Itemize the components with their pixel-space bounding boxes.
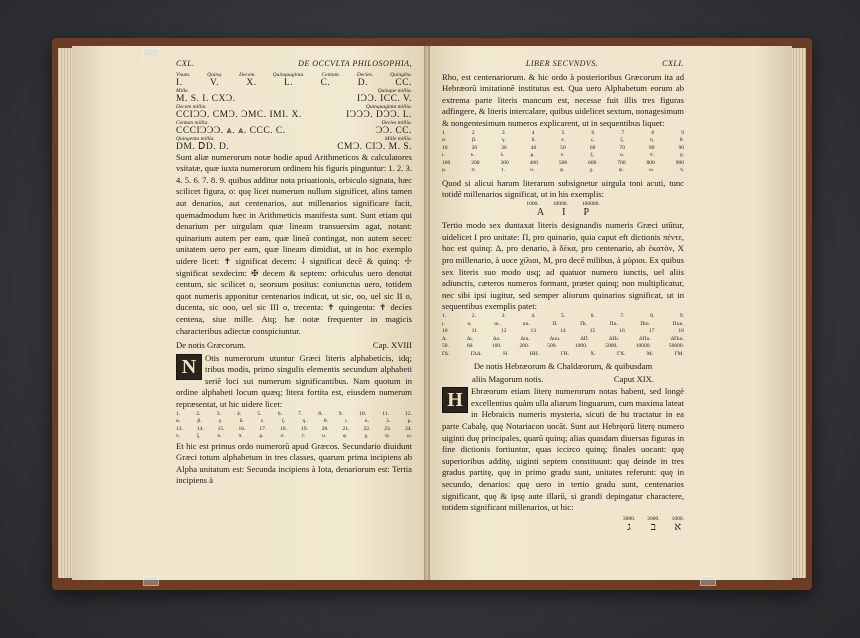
greek-numbers-row-1 <box>176 411 412 419</box>
table-letter: γ. <box>502 137 506 144</box>
greek-number: 6. <box>277 410 282 417</box>
roman-label: Decem. <box>239 71 256 78</box>
section-xix-title: De notis Hebræorum & Chaldæorum, & quibusdam <box>473 361 653 371</box>
table-letter: Πιι. <box>609 320 618 327</box>
table-number: 7. <box>620 313 625 319</box>
table-number: 1 <box>442 129 445 136</box>
table-letter: ϡ. <box>679 167 684 174</box>
roman-label: Quinquaginta. <box>272 71 305 78</box>
roman-label: Centum millia. <box>176 119 209 126</box>
greek-number: 18. <box>280 425 288 432</box>
table-letter: Διι. <box>492 335 501 342</box>
right-title: LIBER SECVNDVS. <box>525 59 599 68</box>
roman-value: D. <box>357 77 368 88</box>
table-letter: Μ. <box>646 350 654 357</box>
greek-letter: ψ. <box>385 433 391 440</box>
page-clip-top-left <box>143 48 159 58</box>
greek-letter: π. <box>238 433 243 440</box>
table-number: 30 <box>501 144 507 151</box>
table-letter: σ. <box>471 167 476 174</box>
table-number: 8 <box>651 129 655 136</box>
table-number: 800 <box>646 159 655 166</box>
greek-letter: ν. <box>176 433 180 440</box>
roman-label: Quinq. <box>207 71 223 78</box>
greek-letter: γ. <box>218 418 223 425</box>
table-number: 16 <box>619 328 625 334</box>
greek-number: 15. <box>217 425 225 432</box>
table-letter: δ. <box>531 137 536 144</box>
greek-table2-numbers-1 <box>442 313 684 321</box>
table-letter: μ. <box>530 152 535 159</box>
greek-table2-numbers-3 <box>442 343 684 351</box>
hebrew-example <box>623 516 635 534</box>
table-letter: Πιιιι. <box>672 320 684 327</box>
table-number: 80 <box>648 144 655 151</box>
table-letter: λ. <box>500 152 505 159</box>
left-para-3-text: Et hic est primus ordo numerorū apud Græcos. Secundario diuidunt Græci totum alphabetum in tres classes, quarum prima incipiens ab Alpha unitatum est: Secunda incipiens à Iota, denariorum est: Tertia incipiens à <box>176 440 412 486</box>
greek-table1-letters-3 <box>442 167 684 175</box>
greek-number: 23. <box>384 425 392 432</box>
greek-number: 2. <box>196 410 201 417</box>
example-number: 100000. <box>581 200 600 207</box>
table-number: 4. <box>531 313 536 319</box>
greek-letter: λ. <box>386 418 391 425</box>
roman-values-row-5 <box>176 143 412 152</box>
table-number: 100. <box>491 343 502 349</box>
left-title: DE OCCVLTA PHILOSOPHIA, <box>298 59 412 68</box>
right-folio: CXLI. <box>662 59 684 68</box>
greek-letter: ζ. <box>281 418 286 425</box>
greek-letter: θ. <box>323 418 328 425</box>
table-number: 3. <box>501 313 506 319</box>
greek-table2-letters-1 <box>442 321 684 329</box>
table-letter: ε. <box>561 137 566 144</box>
table-number: 9. <box>679 313 684 319</box>
table-number: 200. <box>519 343 530 349</box>
greek-table1-letters-2 <box>442 152 684 160</box>
table-letter: ΓΧ. <box>616 350 626 357</box>
roman-value: IƆƆƆ. DƆƆ. L. <box>346 109 412 120</box>
table-letter: θ. <box>679 137 684 144</box>
greek-letter: χ. <box>364 433 369 440</box>
example-letter: Ρ <box>583 207 590 219</box>
greek-letter: ω. <box>407 433 412 440</box>
roman-label: Quinquaginta millia. <box>365 103 412 110</box>
greek-number: 21. <box>342 425 350 432</box>
table-letter: υ. <box>530 167 535 174</box>
table-number: 100 <box>442 159 451 166</box>
greek-letter: φ. <box>343 433 348 440</box>
greek-letter: ε. <box>260 418 265 425</box>
table-number: 8. <box>650 313 655 319</box>
table-number: 500. <box>547 343 557 349</box>
table-number: 40 <box>530 144 537 151</box>
table-letter: ι. <box>442 152 445 159</box>
greek-letter: β. <box>197 418 202 425</box>
table-letter: τ. <box>501 167 505 174</box>
table-letter: η. <box>649 137 655 144</box>
table-number: 200 <box>471 159 480 166</box>
table-number: 50000. <box>668 343 684 349</box>
greek-letter: υ. <box>322 433 327 440</box>
table-letter: ξ. <box>590 152 595 159</box>
table-letter: Πιιι. <box>640 320 651 327</box>
table-number: 3 <box>501 129 505 136</box>
table-letter: ιιιι. <box>522 320 530 327</box>
table-letter: α. <box>442 137 447 144</box>
roman-label: Quingēta. <box>390 71 412 78</box>
table-number: 1. <box>442 313 447 319</box>
hebrew-letter: א <box>674 520 682 533</box>
table-number: 2 <box>471 129 475 136</box>
left-page <box>72 46 424 580</box>
table-number: 2. <box>471 313 476 319</box>
open-book <box>52 38 812 590</box>
table-number: 1000. <box>574 343 588 349</box>
table-letter: ΓΔ. <box>442 350 450 357</box>
greek-table2-numbers-2 <box>442 328 684 336</box>
roman-value: L. <box>284 77 294 88</box>
hebrew-letter: ג <box>627 520 631 533</box>
roman-value: C. <box>320 77 331 88</box>
table-number: 9 <box>681 129 684 136</box>
roman-label: Quinque millia. <box>377 87 412 94</box>
greek-letter: ξ. <box>196 433 201 440</box>
table-number: 700 <box>617 159 626 166</box>
greek-table1-letters-1 <box>442 137 684 145</box>
table-number: 400 <box>529 159 538 166</box>
hebrew-example <box>647 516 659 534</box>
table-letter: ΓΗ. <box>560 350 569 357</box>
table-letter: ρ. <box>442 167 447 174</box>
table-number: 50 <box>560 144 566 151</box>
table-letter: ΓΔΔ. <box>470 350 482 357</box>
greek-letter: ρ. <box>259 433 264 440</box>
right-para-3-text: Tertio modo sex duntaxat literis designandis numeris Græci utūtur, uidelicet I pro unitate: Π, pro quinario, quia caput eft dictionis πέντε, hoc est quinq: Δ, pro denario, à δέκα, pro centenario, ab ἑκατὸν, X pro millenario, à uoce χίλιοι, M, pro decē milibus, à μύριοι. Ex quibus sex literis suo modo usq; ad quatuor numero iunctis, uel aliis adiunctis, cæteros numeros formant, præter quinq; non multiplicatur, nec sibi ipsi iugitur, sed semper aliorum quinarios significat, ut in sequentibus exemplis patet: <box>442 220 684 312</box>
table-letter: Η. <box>503 350 509 357</box>
right-paragraph-1 <box>442 72 684 130</box>
table-number: 17 <box>648 328 655 334</box>
table-number: 5. <box>560 313 566 319</box>
greek-letter: α. <box>176 418 181 425</box>
roman-label: Quingenta millia. <box>176 135 215 142</box>
left-paragraph-2 <box>176 353 412 411</box>
table-letter: ΔΠιιι. <box>670 335 684 342</box>
roman-values-row-3 <box>176 111 412 120</box>
table-number: 10 <box>442 144 448 151</box>
roman-label: Mille millia. <box>384 135 412 142</box>
table-letter: β. <box>472 137 477 144</box>
greek-number: 7. <box>298 410 303 417</box>
right-page-content <box>442 58 684 533</box>
table-letter: Διιιι. <box>549 335 561 342</box>
greek-letter: σ. <box>280 433 285 440</box>
table-number: 15 <box>589 328 596 334</box>
right-page <box>430 46 792 580</box>
greek-number: 11. <box>382 410 389 417</box>
roman-value: IƆƆ. ICC. V. <box>356 93 412 104</box>
table-number: 4 <box>531 129 535 136</box>
right-para-4-text: Ebræorum etiam literę numerorum notas habent, sed longè excellentius quàm ulla aliarum linguarum, cum maxima lateat in Hebraicis numeris mysteria, sicuti de hu tractatur in ea parte Cabalę, quę Notariacon uocāt. Sunt aut Hebręorū literę numero uiginti duę principales, quarū quinq; alias quasdam diuersas figuras in fine dictionis fortiuntur, quas iccirco quinq; finales uocant: quę superioribus additę, uiginti septem constituunt: quę deinde in tres gradus partitę, quę in primo gradu sunt, unitates referunt: quę in secundo, denarios: quę uero in tertio gradu sunt, centenarios significant, quę & ipsę aute illarū, si grandi depingatur charactere, totidem significant millenarios, ut hic: <box>442 386 684 513</box>
greek-number: 10. <box>359 410 366 417</box>
table-number: 900 <box>675 159 684 166</box>
table-letter: φ. <box>559 167 565 174</box>
greek-number: 8. <box>318 410 323 417</box>
greek-number: 3. <box>216 410 221 417</box>
section-xviii-heading <box>176 340 412 352</box>
hebrew-number: 1000. <box>671 515 684 522</box>
roman-label: Decem millia. <box>176 103 207 110</box>
millenary-letters <box>442 208 684 217</box>
table-letter: ΔΠιι. <box>639 335 651 342</box>
roman-value: CC. <box>395 77 412 88</box>
greek-table1-numbers-3 <box>442 160 684 168</box>
greek-letter: τ. <box>301 433 306 440</box>
right-running-head <box>442 58 684 70</box>
greek-number: 12. <box>405 410 412 417</box>
greek-numbers-row-2 <box>176 426 412 434</box>
table-letter: ΔΠι. <box>608 335 620 342</box>
table-number: 13 <box>530 328 537 334</box>
table-letter: Διιι. <box>520 335 530 342</box>
section-xviii-cap: Cap. XVIII <box>372 340 412 351</box>
table-number: 10000. <box>635 343 651 349</box>
table-letter: χ. <box>589 167 594 174</box>
left-page-content <box>176 58 412 487</box>
table-letter: ιι. <box>467 320 472 327</box>
table-number: 300 <box>500 159 509 166</box>
table-letter: π. <box>649 152 655 159</box>
example-letter: Α <box>536 207 545 219</box>
section-xix-subheading <box>442 374 684 386</box>
table-number: 5000. <box>605 343 618 349</box>
table-letter: ΔΠ. <box>580 335 590 342</box>
greek-number: 4. <box>237 410 242 417</box>
table-letter: ψ. <box>618 167 624 174</box>
table-number: 12 <box>500 328 507 334</box>
greek-table2-letters-2 <box>442 336 684 344</box>
greek-number: 1. <box>176 410 181 417</box>
hebrew-number: 3000. <box>622 515 636 522</box>
roman-value: V. <box>209 77 219 88</box>
table-number: 14 <box>560 328 566 334</box>
table-number: 18 <box>678 328 684 334</box>
table-number: 10 <box>442 328 448 334</box>
section-xviii-title: De notis Græcorum. <box>176 340 246 351</box>
right-paragraph-2 <box>442 178 684 201</box>
greek-letter: ι. <box>345 418 348 425</box>
table-number: 60 <box>589 144 596 151</box>
roman-values-row-4 <box>176 127 412 136</box>
greek-table1-numbers-1 <box>442 130 684 138</box>
table-number: 70 <box>619 144 625 151</box>
table-letter: Δ. <box>442 335 447 342</box>
table-letter: ω. <box>649 167 655 174</box>
greek-number: 20. <box>321 425 329 432</box>
roman-label: Mille. <box>176 87 189 94</box>
hebrew-number: 2000. <box>647 515 660 522</box>
greek-number: 19. <box>300 425 308 432</box>
table-letter: ΗΗ. <box>529 350 540 357</box>
roman-value: DM. ⅮD. D. <box>176 141 230 152</box>
table-letter: ιιι. <box>494 320 501 327</box>
table-letter: ϛ. <box>590 137 595 144</box>
greek-number: 17. <box>259 425 267 432</box>
greek-letter: κ. <box>365 418 370 425</box>
table-letter: ϙ. <box>679 152 684 159</box>
greek-number: 5. <box>257 410 262 417</box>
dropcap-n: N <box>176 354 202 380</box>
greek-letter: μ. <box>407 418 412 425</box>
table-letter: ι. <box>442 320 445 327</box>
roman-value: CMƆ. CIƆ. M. S. <box>337 141 412 152</box>
table-number: 50. <box>442 343 449 349</box>
greek-number: 22. <box>363 425 371 432</box>
greek-number: 14. <box>196 425 204 432</box>
greek-letter: δ. <box>239 418 244 425</box>
right-paragraph-4 <box>442 386 684 514</box>
table-number: 60. <box>466 343 474 349</box>
table-letter: Π. <box>552 320 558 327</box>
table-letter: κ. <box>470 152 475 159</box>
table-letter: Χ. <box>590 350 596 357</box>
roman-value: CCCIƆƆƆ. ⩓. ⩓. CCC. C. <box>176 125 286 136</box>
hebrew-example <box>672 516 684 534</box>
right-para-2-text: Quod si alicui harum literarum subsignetur uirgula toni acuti, tunc totidē millenarios significat, ut in his exemplis: <box>442 177 684 200</box>
roman-label: Centum. <box>321 71 340 78</box>
table-letter: ζ. <box>620 137 625 144</box>
greek-letter: η. <box>302 418 307 425</box>
roman-values-row-2 <box>176 95 412 104</box>
greek-letter: ο. <box>217 433 222 440</box>
greek-table2-letters-3 <box>442 351 684 359</box>
roman-value: M. S. I. CXƆ. <box>176 93 236 104</box>
left-para-2-text: Otis numerorum utuntur Græci literis alphabeticis, idq; tribus modis, primo singulis elementis secundum alphabeti seriē loci sui numerum significantibus. Nam quotum in ordine alphabeti locum quæq; litera fortita est, eiusdem numerum repræsentat, ut hic uidere licet: <box>176 352 412 410</box>
table-letter: Δι. <box>466 335 474 342</box>
roman-values-row-1 <box>176 79 412 88</box>
hebrew-letter: ב <box>650 520 657 533</box>
greek-table1-numbers-2 <box>442 145 684 153</box>
dropcap-h: H <box>442 387 468 413</box>
table-number: 7 <box>621 129 625 136</box>
section-xix-cap: Caput XIX. <box>613 373 654 384</box>
table-letter: ο. <box>619 152 625 159</box>
greek-letters-row-1 <box>176 418 412 426</box>
table-number: 6. <box>590 313 595 319</box>
roman-value: ƆƆ. CC. <box>376 125 412 136</box>
table-letter: Πι. <box>580 320 588 327</box>
greek-letters-row-2 <box>176 433 412 441</box>
roman-value: X. <box>246 77 257 88</box>
page-clip-bottom-right <box>700 576 716 586</box>
roman-value: CCIƆƆ. CMƆ. ƆMC. IMI. X. <box>176 109 302 120</box>
left-paragraph-1 <box>176 152 412 338</box>
roman-label: Decies. <box>356 71 374 78</box>
left-folio: CXL. <box>176 59 195 68</box>
table-number: 500 <box>558 159 568 166</box>
table-number: 20 <box>471 144 478 151</box>
greek-number: 13. <box>176 425 183 432</box>
example-number: 1000. <box>526 200 539 207</box>
table-number: 600 <box>588 159 597 166</box>
page-clip-bottom-left <box>143 576 159 586</box>
table-number: 11 <box>471 328 477 334</box>
greek-number: 24. <box>405 425 412 432</box>
left-para-1-text: Sunt aliæ numerorum notæ hodie apud Arithmeticos & calculatores vsitatæ, quæ iuxta numerorum ordinem his figuris pinguntur: 1. 2. 3. 4. 5. 6. 7. 8. 9. quibus additur nota priuationis, orbiculo signata, hæc scilicet figura, o: quę licet numerum nullum significet, alios tamen aut denarios, aut centenarios, aut millenarios significare facit, quemadmodum hæc in Arithmeticis manifesta sunt. Sunt etiam qui denarium per uirgulam quæ lineam transuersim agat, notant: quinarium autem per eam, quæ lineā contingat, non autem secet: unitatem uero per eam, quæ lineam dimidiat, ut in hoc exemplo uidere licet: ✝ significat decem: ⸸ significat decē & quinq: ☩ significat sexdecim: ✠ decem & septem: orbiculus uero denotat centum, sic scilicet o, seorsum positus: coniunctus uero, totidem quot numeris apponitur centenarios indicat, ut sic, oo, uel sic II o, ducenta, sic ooo, uel sic III o, trecenta: ✝ quingenta: ✝ decies centena, siue mille. Atq; hæ notæ frequenter in magicis characteribus adiectæ conspiciuntur. <box>176 151 412 336</box>
example-number: 10000. <box>552 200 568 207</box>
left-running-head <box>176 58 412 70</box>
section-xix-sub: aliis Magorum notis. <box>472 373 544 384</box>
roman-value: I. <box>176 77 183 88</box>
table-number: 5 <box>561 129 565 136</box>
section-xix-heading <box>442 361 684 373</box>
roman-label: Decies millia. <box>381 119 412 126</box>
example-letter: Ι <box>562 207 566 219</box>
right-paragraph-3 <box>442 220 684 313</box>
roman-label: Vnum. <box>176 71 191 78</box>
table-letter: ν. <box>560 152 565 159</box>
greek-number: 16. <box>238 425 246 432</box>
right-para-1-text: Rho, est centenariorum. & hic ordo à posterioribus Græcorum ita ad Hebræorū imitationē institutus est. Qua uero Alphabetum eorum ab extrema parte literis mancum est, necesse fuit illis tres figuras adfingere, & literis intercalare, quibus uidelicet sextum, nonagesimum & nongentesimum numeros explicarent, ut in sequentibus liquet: <box>442 71 684 128</box>
table-number: 90 <box>678 144 684 151</box>
table-letter: ΓΜ. <box>674 350 684 357</box>
left-paragraph-3 <box>176 441 412 487</box>
table-number: 6 <box>591 129 595 136</box>
hebrew-millenary-examples <box>442 516 684 534</box>
greek-number: 9. <box>338 410 343 417</box>
